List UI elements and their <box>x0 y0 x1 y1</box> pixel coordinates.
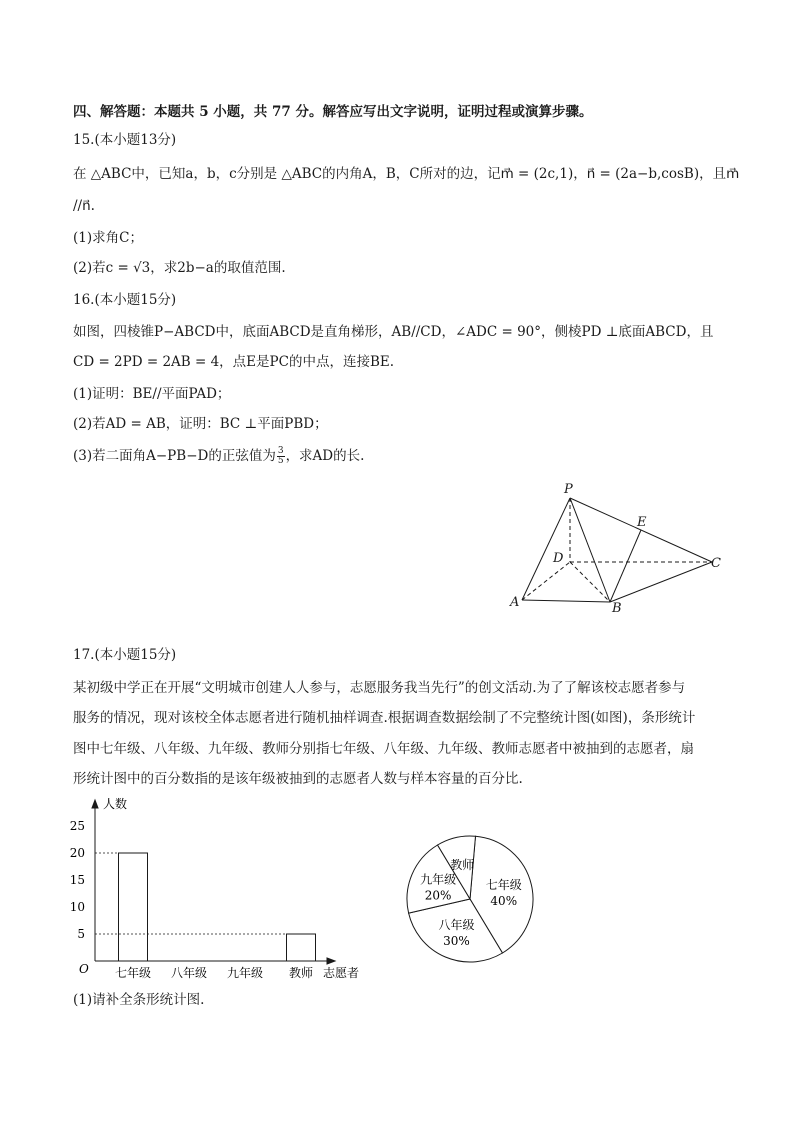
edge-DB <box>570 562 610 602</box>
x-tick-label: 教师 <box>288 966 314 980</box>
edge-AB <box>522 600 610 602</box>
q16-part3-pre: (3)若二面角A−PB−D的正弦值为 <box>73 448 276 464</box>
q15-header: 15.(本小题13分) <box>73 132 177 148</box>
pie-slice-label: 教师 <box>450 858 475 873</box>
q16-part3 <box>73 447 364 466</box>
q15-part2: (2)若c = √3，求2b−a的取值范围. <box>73 260 286 276</box>
y-tick-label: 5 <box>77 927 85 941</box>
vertex-label-P: P <box>564 482 573 497</box>
edge-AD <box>522 562 570 600</box>
q17-header: 17.(本小题15分) <box>73 647 177 663</box>
q17-stem-line4: 形统计图中的百分数指的是该年级被抽到的志愿者人数与样本容量的百分比. <box>73 771 523 787</box>
q16-header: 16.(本小题15分) <box>73 292 177 308</box>
y-axis-arrow <box>92 800 98 808</box>
q16-stem-line2: CD = 2PD = 2AB = 4，点E是PC的中点，连接BE. <box>73 354 395 370</box>
q17-stem-line1: 某初级中学正在开展“文明城市创建人人参与，志愿服务我当先行”的创文活动.为了了解该校志愿者参与 <box>73 680 686 696</box>
q16-stem-line1: 如图，四棱锥P−ABCD中，底面ABCD是直角梯形，AB//CD，∠ADC = 90°，侧棱PD ⊥底面ABCD，且 <box>73 324 714 340</box>
bar-chart <box>55 792 375 987</box>
y-axis-label: 人数 <box>103 797 128 811</box>
q16-part2: (2)若AD = AB，证明：BC ⊥平面PBD； <box>73 416 328 432</box>
x-axis-label: 志愿者 <box>323 966 360 980</box>
origin-label: O <box>79 962 89 976</box>
pie-slice-value: 30% <box>443 933 470 948</box>
edge-PA <box>522 498 570 600</box>
q17-part1: (1)请补全条形统计图. <box>73 992 205 1008</box>
y-tick-label: 15 <box>69 873 85 887</box>
bar <box>119 853 148 961</box>
vertex-label-A: A <box>510 595 520 610</box>
edge-BC <box>610 562 712 602</box>
pie-slice-label: 九年级 <box>420 872 457 887</box>
q17-stem-line3: 图中七年级、八年级、九年级、教师分别指七年级、八年级、九年级、教师志愿者中被抽到的志愿者，扇 <box>73 741 694 757</box>
pie-slice-label: 七年级 <box>485 878 522 893</box>
pie-slice-value: 40% <box>490 894 518 909</box>
q17-stem-line2: 服务的情况，现对该校全体志愿者进行随机抽样调查.根据调查数据绘制了不完整统计图(如图)，条形统计 <box>73 710 696 726</box>
pie-chart <box>405 830 535 968</box>
vertex-label-E: E <box>637 515 647 530</box>
fraction-numerator: 3 <box>277 446 284 456</box>
x-axis-arrow <box>327 958 335 964</box>
section-heading: 四、解答题：本题共 5 小题，共 77 分。解答应写出文字说明，证明过程或演算步骤。 <box>73 104 593 120</box>
q16-part1: (1)证明：BE//平面PAD； <box>73 386 231 402</box>
x-tick-label: 九年级 <box>226 966 264 980</box>
pie-slice-label: 八年级 <box>438 917 475 932</box>
vertex-label-D: D <box>553 551 564 566</box>
y-tick-label: 25 <box>69 819 85 833</box>
bar <box>287 934 316 961</box>
x-tick-label: 七年级 <box>114 966 152 980</box>
y-tick-label: 20 <box>69 846 85 860</box>
pyramid-figure <box>500 478 740 618</box>
q15-part1: (1)求角C； <box>73 230 143 246</box>
vertex-label-B: B <box>612 601 622 616</box>
fraction-denominator: 5 <box>277 456 284 466</box>
q16-part3-fraction <box>277 447 285 466</box>
vertex-label-C: C <box>711 556 721 571</box>
pie-slice-value: 20% <box>424 888 452 903</box>
q15-stem-line2: //n⃗. <box>73 198 95 214</box>
x-tick-label: 八年级 <box>170 966 208 980</box>
q15-stem-line1: 在 △ABC中，已知a，b，c分别是 △ABC的内角A，B，C所对的边，记m⃗ = (2c,1)，n⃗ = (2a−b,cosB)，且m⃗ <box>73 166 740 182</box>
q16-part3-post: ，求AD的长. <box>285 448 365 464</box>
y-tick-label: 10 <box>69 900 85 914</box>
